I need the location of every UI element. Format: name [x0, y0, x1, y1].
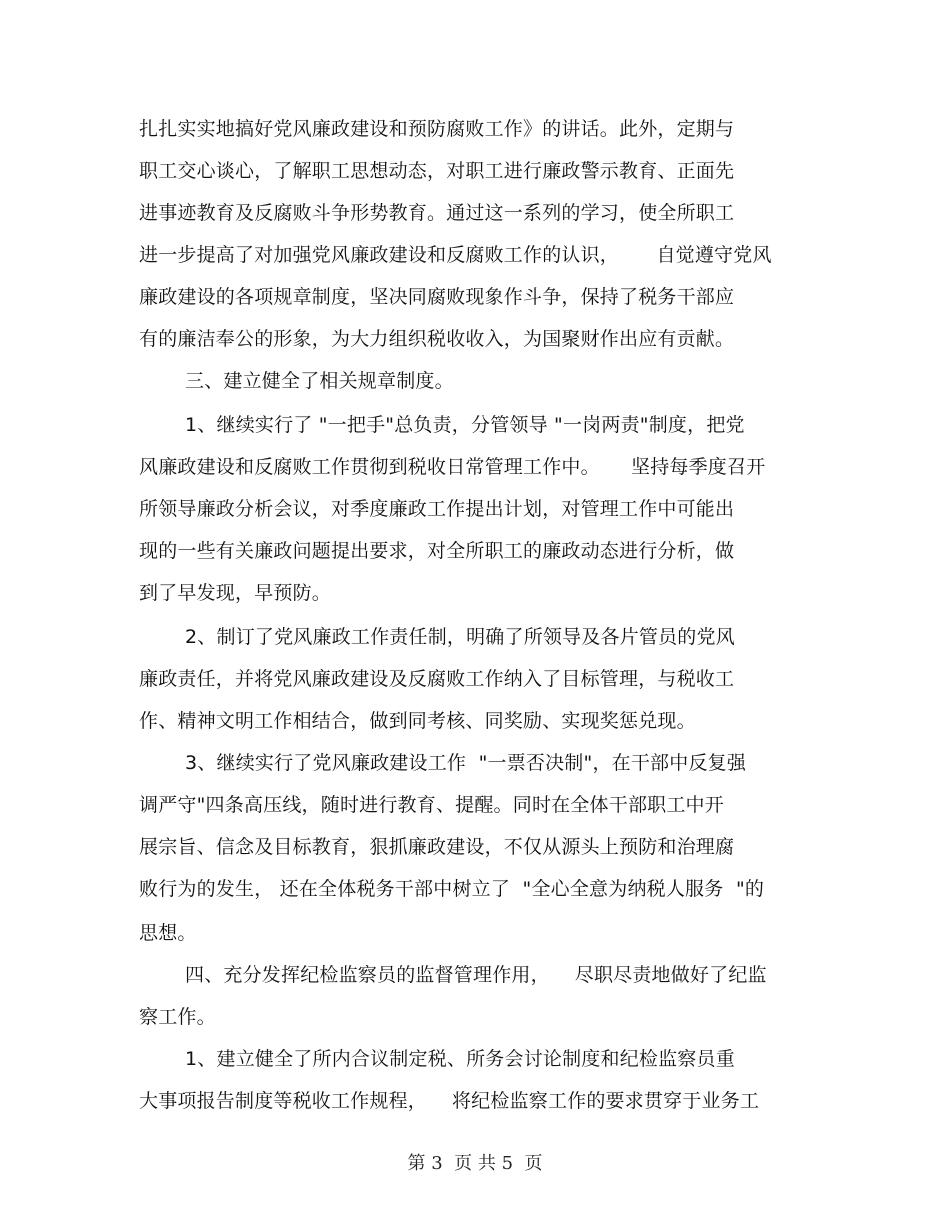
text-line: 调严守"四条高压线，随时进行教育、提醒。同时在全体干部职工中开	[139, 794, 724, 816]
text-line: 职工交心谈心，了解职工思想动态，对职工进行廉政警示教育、正面先	[139, 160, 735, 182]
text-line: 风廉政建设和反腐败工作贯彻到税收日常管理工作中。 坚持每季度召开	[139, 456, 766, 478]
text-line: 思想。	[139, 922, 197, 944]
text-line: 作、精神文明工作相结合，做到同考核、同奖励、实现奖惩兑现。	[139, 710, 696, 732]
text-line: 败行为的发生， 还在全体税务干部中树立了 "全心全意为纳税人服务 "的	[139, 878, 765, 900]
text-line: 察工作。	[139, 1006, 216, 1028]
text-line: 大事项报告制度等税收工作规程， 将纪检监察工作的要求贯穿于业务工	[139, 1090, 760, 1112]
text-line: 廉政责任，并将党风廉政建设及反腐败工作纳入了目标管理，与税收工	[139, 668, 735, 690]
text-line: 现的一些有关廉政问题提出要求，对全所职工的廉政动态进行分析，做	[139, 540, 735, 562]
text-line: 廉政建设的各项规章制度，坚决同腐败现象作斗争，保持了税务干部应	[139, 286, 735, 308]
text-line: 进一步提高了对加强党风廉政建设和反腐败工作的认识， 自觉遵守党风	[139, 244, 772, 266]
text-line: 进事迹教育及反腐败斗争形势教育。通过这一系列的学习，使全所职工	[139, 202, 735, 224]
text-line: 有的廉洁奉公的形象，为大力组织税收收入，为国聚财作出应有贡献。	[139, 328, 735, 350]
text-line: 所领导廉政分析会议，对季度廉政工作提出计划，对管理工作中可能出	[139, 498, 735, 520]
section-heading: 四、充分发挥纪检监察员的监督管理作用， 尽职尽责地做好了纪监	[185, 964, 767, 986]
text-line: 1、建立健全了所内合议制定税、所务会讨论制度和纪检监察员重	[185, 1048, 735, 1070]
page-number-footer: 第 3 页 共 5 页	[407, 1153, 543, 1174]
text-line: 2、制订了党风廉政工作责任制，明确了所领导及各片管员的党风	[185, 626, 735, 648]
section-heading: 三、建立健全了相关规章制度。	[185, 370, 454, 392]
text-line: 3、继续实行了党风廉政建设工作 "一票否决制"，在干部中反复强	[185, 752, 747, 774]
text-line: 1、继续实行了 "一把手"总负责，分管领导 "一岗两责"制度，把党	[185, 414, 745, 436]
text-line: 扎扎实实地搞好党风廉政建设和预防腐败工作》的讲话。此外，定期与	[139, 118, 735, 140]
text-line: 到了早发现，早预防。	[139, 582, 332, 604]
text-line: 展宗旨、信念及目标教育，狠抓廉政建设，不仅从源头上预防和治理腐	[139, 836, 735, 858]
